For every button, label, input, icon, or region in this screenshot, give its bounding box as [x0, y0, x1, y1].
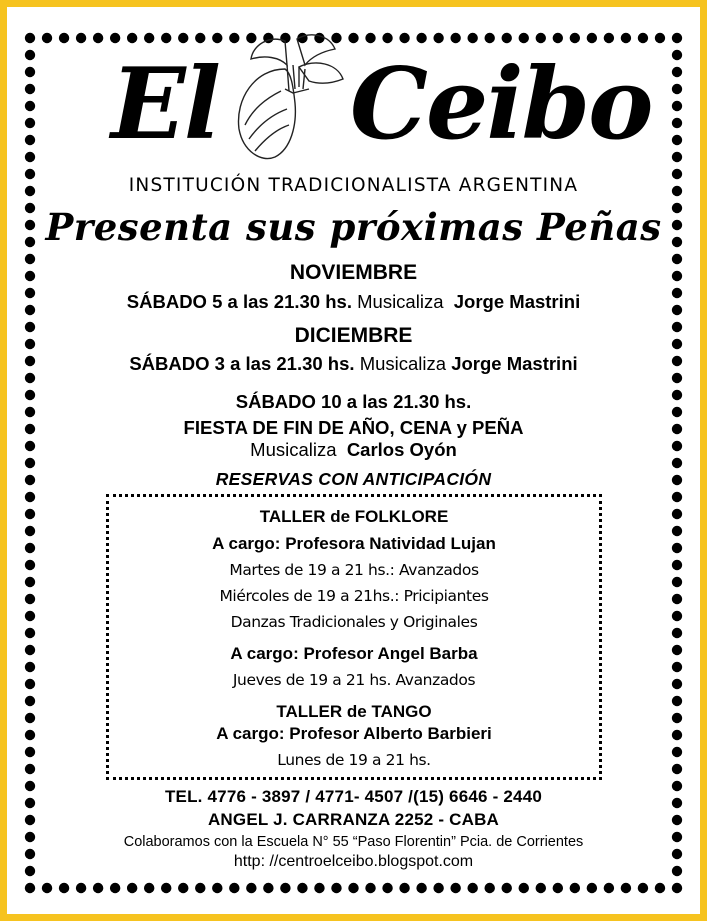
frame-dot [25, 611, 35, 621]
frame-dot [161, 33, 171, 43]
frame-dot [672, 611, 682, 621]
frame-dot [672, 883, 682, 893]
frame-dot [416, 33, 426, 43]
frame-dot [25, 543, 35, 553]
frame-dot [93, 883, 103, 893]
frame-dot [25, 747, 35, 757]
reservations-note: RESERVAS CON ANTICIPACIÓN [215, 469, 492, 489]
frame-dot [672, 526, 682, 536]
frame-dot [672, 84, 682, 94]
frame-dot [195, 883, 205, 893]
frame-dot [672, 509, 682, 519]
frame-dot [672, 679, 682, 689]
frame-dot [604, 33, 614, 43]
frame-dot [161, 883, 171, 893]
logo-word-el: El [111, 47, 219, 162]
headline: Presenta sus próximas Peñas [45, 205, 662, 249]
frame-dot [25, 135, 35, 145]
blog-url[interactable]: http: //centroelceibo.blogspot.com [233, 853, 474, 870]
frame-dot [59, 883, 69, 893]
frame-dot [25, 696, 35, 706]
frame-dot [587, 33, 597, 43]
frame-dot [297, 883, 307, 893]
phone-numbers: TEL. 4776 - 3897 / 4771- 4507 /(15) 6646 - 2440 [164, 787, 543, 806]
frame-dot [25, 645, 35, 655]
folklore-schedule-3: Danzas Tradicionales y Originales [230, 613, 478, 631]
frame-dot [570, 33, 580, 43]
month-december: DICIEMBRE [294, 324, 413, 347]
frame-dot [25, 509, 35, 519]
frame-dot [553, 883, 563, 893]
december-dj-name-2: Carlos Oyón [346, 439, 457, 460]
tango-title: TALLER de TANGO [276, 702, 432, 721]
frame-dot [399, 33, 409, 43]
frame-dot [25, 662, 35, 672]
november-date: SÁBADO 5 a las 21.30 hs. [126, 291, 352, 312]
frame-dot [672, 662, 682, 672]
folklore-schedule-1: Martes de 19 a 21 hs.: Avanzados [229, 561, 479, 579]
frame-dot [433, 33, 443, 43]
frame-dot [25, 84, 35, 94]
frame-dot [25, 764, 35, 774]
frame-dot [178, 883, 188, 893]
frame-dot [127, 883, 137, 893]
frame-dot [638, 33, 648, 43]
frame-dot [76, 883, 86, 893]
frame-dot [672, 67, 682, 77]
december-event-1 [7, 353, 700, 375]
institution-name: INSTITUCIÓN TRADICIONALISTA ARGENTINA [128, 175, 579, 196]
frame-dot [604, 883, 614, 893]
logo-word-ceibo: Ceibo [350, 47, 652, 162]
collaboration-note: Colaboramos con la Escuela N° 55 “Paso Florentin” Pcia. de Corrientes [123, 834, 584, 850]
frame-dot [110, 883, 120, 893]
frame-dot [672, 645, 682, 655]
frame-dot [672, 50, 682, 60]
frame-dot [365, 33, 375, 43]
frame-dot [178, 33, 188, 43]
frame-dot [672, 628, 682, 638]
frame-dot [246, 883, 256, 893]
frame-dot [25, 492, 35, 502]
frame-dot [331, 883, 341, 893]
frame-dot [93, 33, 103, 43]
frame-dot [672, 696, 682, 706]
folklore-teacher-2: A cargo: Profesor Angel Barba [230, 644, 478, 663]
frame-dot [638, 883, 648, 893]
frame-dot [672, 560, 682, 570]
frame-dot [450, 883, 460, 893]
frame-dot [536, 883, 546, 893]
frame-dot [25, 118, 35, 128]
frame-dot [110, 33, 120, 43]
frame-dot [25, 560, 35, 570]
frame-dot [348, 883, 358, 893]
frame-dot [621, 883, 631, 893]
frame-dot [212, 883, 222, 893]
frame-dot [519, 33, 529, 43]
address: ANGEL J. CARRANZA 2252 - CABA [207, 810, 500, 829]
frame-dot [450, 33, 460, 43]
frame-dot [144, 883, 154, 893]
workshops-box [106, 494, 602, 780]
frame-dot [519, 883, 529, 893]
frame-dot [25, 101, 35, 111]
frame-dot [212, 33, 222, 43]
ceibo-flower-icon [225, 29, 355, 169]
frame-dot [25, 594, 35, 604]
frame-dot [76, 33, 86, 43]
frame-dot [127, 33, 137, 43]
frame-dot [672, 135, 682, 145]
november-dj-name: Jorge Mastrini [453, 291, 581, 312]
december-date-1: SÁBADO 3 a las 21.30 hs. [129, 353, 355, 374]
frame-dot [195, 33, 205, 43]
december-event-2-dj [7, 439, 700, 461]
frame-dot [672, 118, 682, 128]
frame-dot [655, 33, 665, 43]
frame-dot [485, 883, 495, 893]
frame-dot [672, 594, 682, 604]
frame-dot [42, 883, 52, 893]
frame-dot [280, 883, 290, 893]
frame-dot [672, 543, 682, 553]
frame-dot [672, 747, 682, 757]
frame-dot [59, 33, 69, 43]
frame-dot [314, 883, 324, 893]
frame-dot [229, 883, 239, 893]
frame-dot [672, 713, 682, 723]
frame-dot [672, 492, 682, 502]
frame-dot [42, 33, 52, 43]
december-date-2: SÁBADO 10 a las 21.30 hs. [235, 391, 472, 412]
tango-schedule: Lunes de 19 a 21 hs. [277, 751, 431, 769]
frame-dot [416, 883, 426, 893]
november-dj-label: Musicaliza [357, 291, 444, 312]
december-dj-label-2: Musicaliza [250, 439, 337, 460]
frame-dot [25, 713, 35, 723]
frame-dot [485, 33, 495, 43]
frame-dot [433, 883, 443, 893]
frame-dot [25, 152, 35, 162]
frame-dot [144, 33, 154, 43]
frame-dot [25, 883, 35, 893]
frame-dot [672, 730, 682, 740]
frame-dot [621, 33, 631, 43]
frame-dot [655, 883, 665, 893]
frame-dot [672, 764, 682, 774]
frame-dot [25, 33, 35, 43]
folklore-schedule-2: Miércoles de 19 a 21hs.: Pricipiantes [219, 587, 489, 605]
frame-dot [25, 577, 35, 587]
november-event [7, 291, 700, 313]
frame-dot [672, 152, 682, 162]
frame-dot [467, 883, 477, 893]
frame-dot [25, 526, 35, 536]
folklore-title: TALLER de FOLKLORE [259, 507, 449, 526]
frame-dot [587, 883, 597, 893]
folklore-schedule-4: Jueves de 19 a 21 hs. Avanzados [232, 671, 476, 689]
frame-dot [382, 33, 392, 43]
frame-dot [25, 628, 35, 638]
frame-dot [263, 883, 273, 893]
folklore-teacher-1: A cargo: Profesora Natividad Lujan [212, 534, 496, 553]
frame-dot [25, 730, 35, 740]
frame-dot [672, 101, 682, 111]
frame-dot [382, 883, 392, 893]
frame-dot [536, 33, 546, 43]
frame-dot [25, 679, 35, 689]
frame-dot [553, 33, 563, 43]
month-november: NOVIEMBRE [289, 261, 418, 284]
frame-dot [25, 67, 35, 77]
frame-dot [502, 883, 512, 893]
december-dj-name-1: Jorge Mastrini [451, 353, 578, 374]
frame-dot [672, 577, 682, 587]
december-dj-label-1: Musicaliza [359, 353, 447, 374]
frame-dot [502, 33, 512, 43]
year-end-party-title: FIESTA DE FIN DE AÑO, CENA y PEÑA [183, 417, 524, 438]
tango-teacher: A cargo: Profesor Alberto Barbieri [216, 724, 492, 743]
frame-dot [672, 33, 682, 43]
frame-dot [467, 33, 477, 43]
frame-dot [570, 883, 580, 893]
frame-dot [25, 50, 35, 60]
frame-dot [399, 883, 409, 893]
frame-dot [365, 883, 375, 893]
